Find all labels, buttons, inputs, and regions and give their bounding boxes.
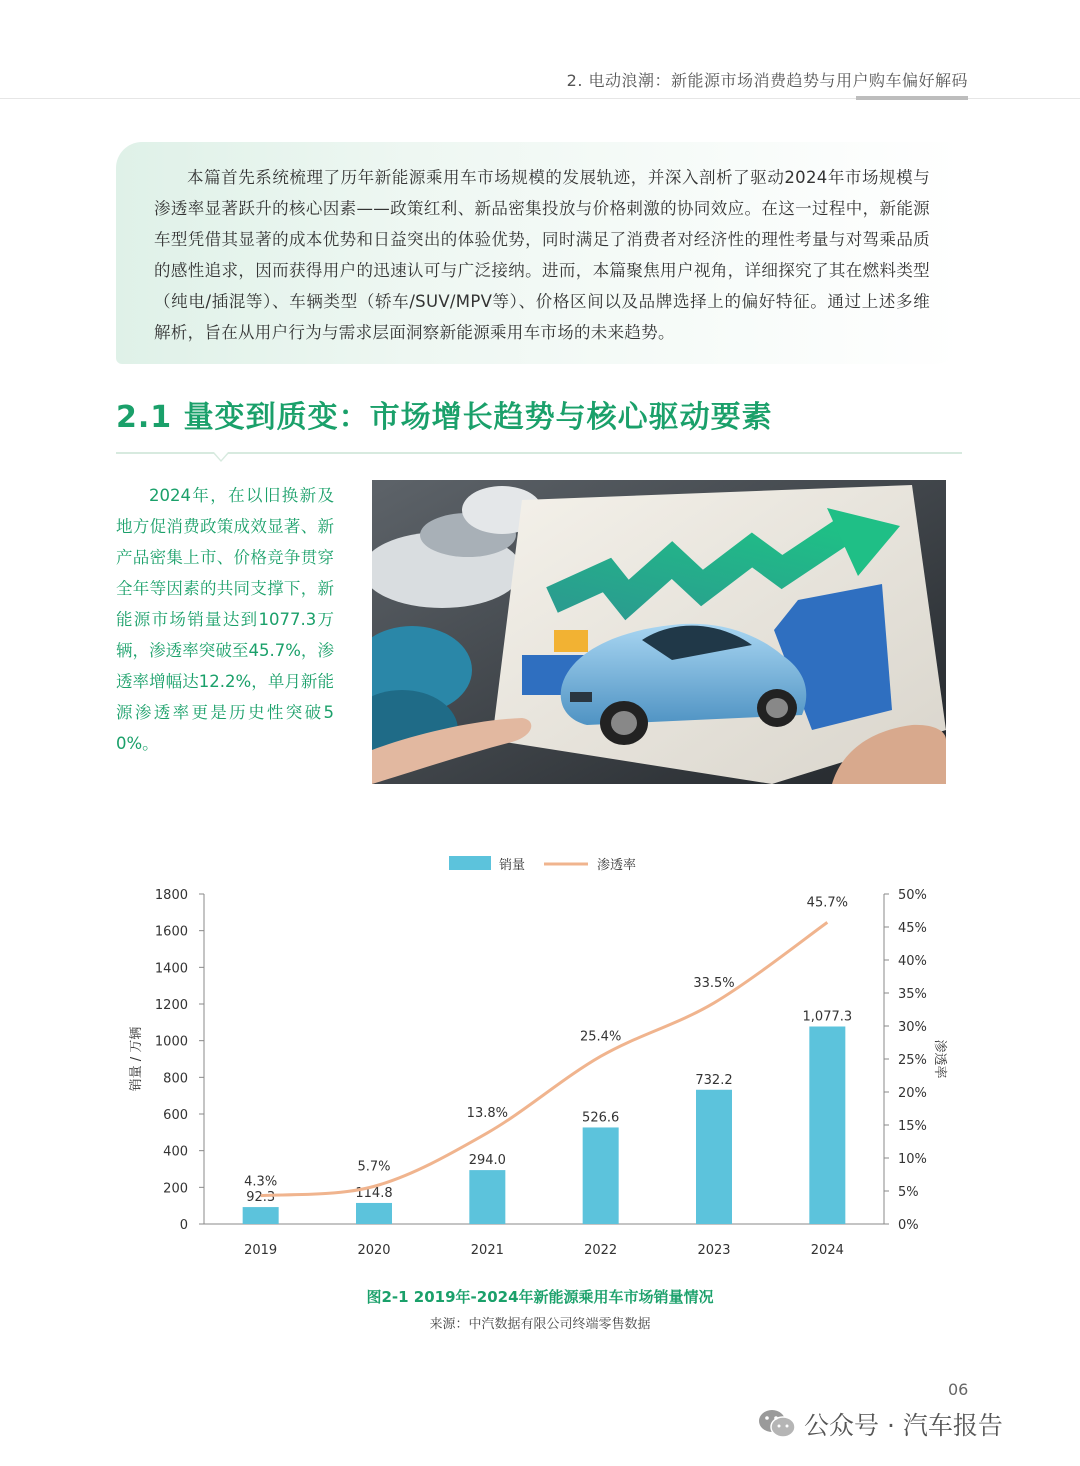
legend-label-penetration: 渗透率 [597, 858, 637, 873]
figure-caption: 图2-1 2019年-2024年新能源乘用车市场销量情况 [366, 1288, 714, 1306]
y2-tick-label: 35% [898, 987, 927, 1002]
y-axis-title: 销量 / 万辆 [129, 1026, 144, 1092]
penetration-line [261, 922, 828, 1195]
bar-value-label: 1,077.3 [802, 1009, 853, 1025]
header-accent-bar [856, 96, 968, 100]
y2-tick-label: 40% [898, 954, 927, 969]
watermark [758, 1404, 1003, 1444]
x-tick-label: 2019 [244, 1243, 278, 1258]
line-value-label: 5.7% [357, 1159, 391, 1175]
bar-value-label: 732.2 [695, 1072, 733, 1088]
bar-2022 [583, 1127, 619, 1224]
running-header: 2. 电动浪潮：新能源市场消费趋势与用户购车偏好解码 [566, 71, 968, 90]
figure-source: 来源：中汽数据有限公司终端零售数据 [429, 1317, 651, 1332]
highlight-paragraph: 2024年，在以旧换新及地方促消费政策成效显著、新产品密集上市、价格竞争贯穿全年等因素的共同支撑下，新能源市场销量达到1077.3万辆，渗透率突破至45.7%，渗透率增幅达12.2%，单月新能源渗透率更是历史性突破50%。 [116, 486, 334, 753]
x-tick-label: 2021 [470, 1243, 504, 1258]
line-value-label: 45.7% [806, 895, 848, 911]
y-tick-label: 1000 [154, 1034, 188, 1050]
bar-2020 [356, 1203, 392, 1224]
line-value-label: 25.4% [580, 1029, 622, 1045]
y-tick-label: 600 [163, 1108, 188, 1123]
y2-tick-label: 5% [898, 1185, 919, 1200]
y-tick-label: 1200 [154, 998, 188, 1013]
hero-image [372, 480, 946, 784]
y2-tick-label: 15% [898, 1119, 927, 1134]
line-value-label: 13.8% [466, 1105, 508, 1121]
y-tick-label: 200 [163, 1181, 188, 1197]
intro-paragraph: 本篇首先系统梳理了历年新能源乘用车市场规模的发展轨迹，并深入剖析了驱动2024年市场规模与渗透率显著跃升的核心因素——政策红利、新品密集投放与价格刺激的协同效应。在这一过程中，新能源车型凭借其显著的成本优势和日益突出的体验优势，同时满足了消费者对经济性的理性考量与对驾乘品质的感性追求，因而获得用户的迅速认可与广泛接纳。进而，本篇聚焦用户视角，详细探究了其在燃料类型（纯电/插混等）、车辆类型（轿车/SUV/MPV等）、价格区间以及品牌选择上的偏好特征。通过上述多维解析，旨在从用户行为与需求层面洞察新能源乘用车市场的未来趋势。 [154, 168, 930, 342]
y2-tick-label: 50% [898, 888, 927, 903]
y2-tick-label: 30% [898, 1020, 927, 1035]
x-tick-label: 2024 [810, 1243, 844, 1258]
y2-tick-label: 45% [898, 921, 927, 936]
bar-2021 [469, 1170, 505, 1224]
chart-svg [0, 840, 1080, 1300]
y-tick-label: 1600 [154, 924, 188, 940]
page-number: 06 [948, 1380, 969, 1399]
watermark-text: 公众号 · 汽车报告 [804, 1411, 1003, 1440]
line-value-label: 33.5% [693, 975, 735, 991]
line-value-label: 4.3% [244, 1174, 278, 1190]
y2-tick-label: 20% [898, 1086, 927, 1101]
y-tick-label: 1800 [154, 888, 188, 903]
legend-swatch-sales [449, 856, 491, 870]
sales-penetration-chart [0, 840, 1080, 1300]
bar-value-label: 294.0 [468, 1153, 506, 1169]
y2-tick-label: 25% [898, 1053, 927, 1068]
y2-tick-label: 0% [898, 1218, 919, 1233]
ev-growth-illustration [372, 480, 946, 784]
section-rule [116, 452, 962, 454]
legend-label-sales: 销量 [499, 858, 526, 873]
y-tick-label: 0 [179, 1218, 188, 1233]
bar-2024 [809, 1026, 845, 1224]
bar-value-label: 114.8 [355, 1185, 393, 1201]
bar-value-label: 526.6 [582, 1110, 620, 1126]
y-tick-label: 400 [163, 1144, 188, 1160]
x-tick-label: 2022 [584, 1243, 618, 1258]
y2-tick-label: 10% [898, 1152, 927, 1167]
wechat-icon [758, 1408, 796, 1440]
y-tick-label: 1400 [154, 961, 188, 977]
section-title: 2.1 量变到质变：市场增长趋势与核心驱动要素 [116, 400, 773, 435]
x-tick-label: 2023 [697, 1243, 731, 1258]
bar-2023 [696, 1090, 732, 1224]
x-tick-label: 2020 [357, 1243, 391, 1258]
bar-2019 [243, 1207, 279, 1224]
bar-value-label: 92.3 [246, 1190, 276, 1206]
y-tick-label: 800 [163, 1071, 188, 1087]
y2-axis-title: 渗透率 [932, 1039, 947, 1079]
